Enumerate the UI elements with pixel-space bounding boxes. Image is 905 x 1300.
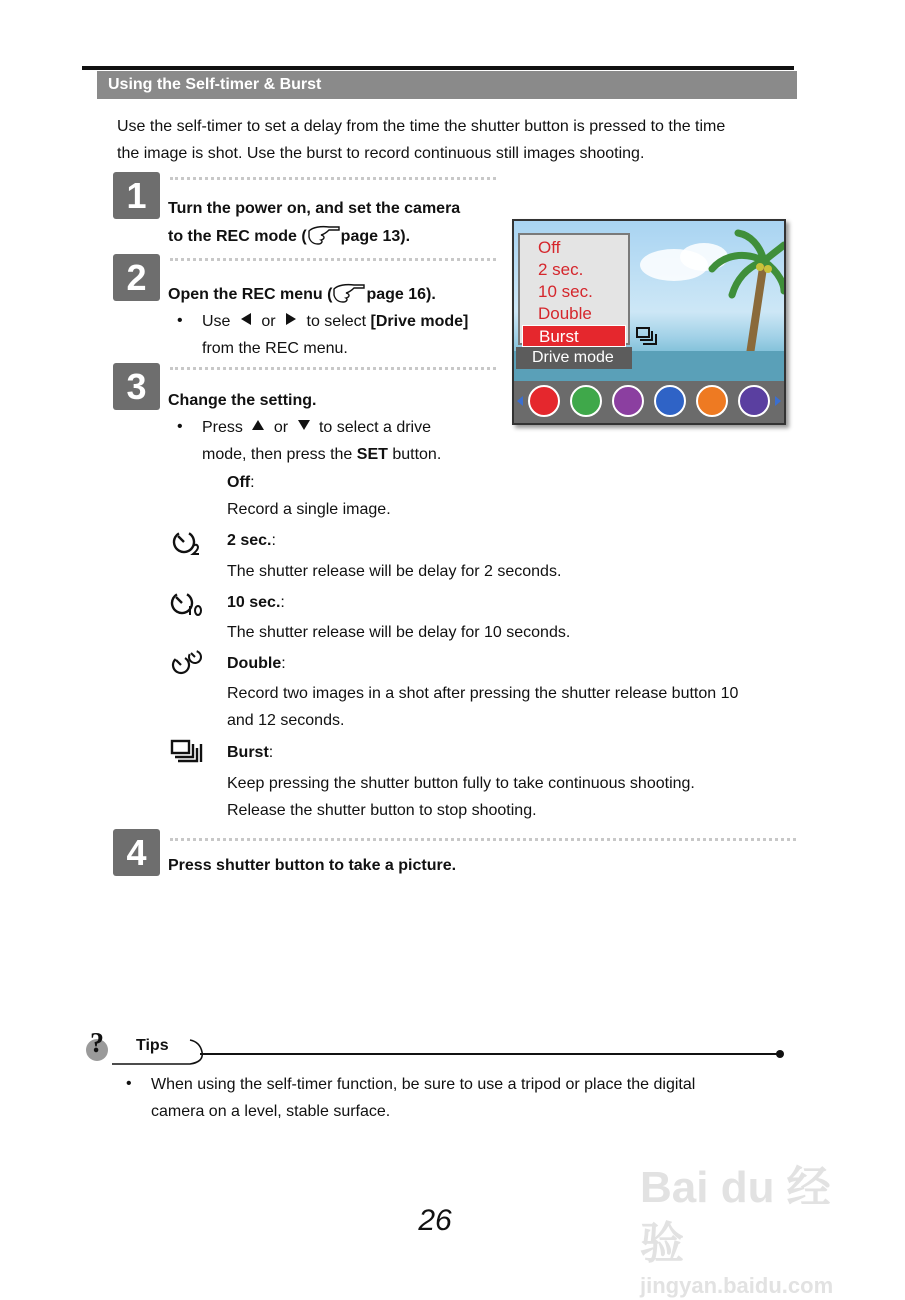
tips-text-line-2: camera on a level, stable surface.: [151, 1103, 391, 1120]
step-1-line-2-pre: to the REC mode (: [168, 228, 307, 245]
step-3-bullet-mid: to select a drive: [318, 419, 432, 436]
timer-2sec-icon: [170, 528, 204, 556]
drive-mode-menu: [518, 233, 630, 345]
drive-mode-strip-icon[interactable]: [528, 385, 560, 417]
burst-indicator-icon: [636, 327, 660, 347]
mode-burst-name: [227, 739, 273, 766]
colon: :: [280, 594, 285, 611]
mode-double-name: [227, 650, 286, 677]
pointing-hand-icon: [307, 223, 341, 245]
step-1-line-2: [168, 223, 410, 250]
colon: :: [250, 474, 255, 491]
mode-burst-desc-1: Keep pressing the shutter button fully to take continuous shooting.: [227, 775, 695, 792]
tips-rule: [112, 1038, 788, 1068]
strip-right-arrow-icon[interactable]: [774, 395, 782, 407]
step-3-bullet-line-2: [202, 441, 441, 468]
step-4-number: 4: [113, 829, 160, 876]
step-2-number: 2: [113, 254, 160, 301]
mode-off-label: Off: [227, 474, 251, 491]
timer-double-icon: [170, 649, 204, 677]
mode-burst-label: Burst: [227, 744, 269, 761]
bullet: •: [177, 418, 183, 435]
mode-double-desc-1: Record two images in a shot after pressing the shutter release button 10: [227, 685, 739, 702]
step-2-title: [168, 281, 436, 308]
step-3-bullet-line-2-pre: mode, then press the: [202, 446, 353, 463]
baidu-watermark: [640, 1160, 860, 1298]
rec-menu-icon-strip: [514, 381, 784, 423]
tips-label: Tips: [136, 1037, 169, 1054]
mode-2sec-desc: The shutter release will be delay for 2 seconds.: [227, 563, 562, 580]
up-arrow-icon: [251, 418, 265, 432]
colon: :: [268, 744, 274, 761]
step-3-bullet-pre: Press: [202, 419, 243, 436]
step-2-bullet-bold: [Drive mode]: [370, 313, 469, 330]
step-2-title-pre: Open the REC menu (: [168, 286, 333, 303]
menu-item-off[interactable]: Off: [538, 238, 561, 257]
page-number: 26: [418, 1204, 452, 1237]
dotted-separator: [170, 838, 796, 841]
step-1-number: 1: [113, 172, 160, 219]
menu-item-2sec[interactable]: 2 sec.: [538, 260, 584, 279]
step-3-number: 3: [113, 363, 160, 410]
colon: :: [281, 655, 286, 672]
mode-off-desc: Record a single image.: [227, 501, 391, 518]
question-mark: ?: [90, 1028, 104, 1059]
tips-text-line-1: When using the self-timer function, be sure to use a tripod or place the digital: [151, 1076, 696, 1093]
intro-line-2: the image is shot. Use the burst to record continuous still images shooting.: [117, 145, 645, 162]
intro-paragraph: [117, 113, 797, 167]
timer-10sec-icon: [170, 589, 204, 617]
burst-icon: [170, 738, 204, 766]
mode-10sec-desc: The shutter release will be delay for 10 seconds.: [227, 624, 571, 641]
step-3-bullet-line-2-post: button.: [392, 446, 442, 463]
size-strip-icon[interactable]: [654, 385, 686, 417]
step-2-bullet-pre: Use: [202, 313, 231, 330]
burst-strip-icon[interactable]: [570, 385, 602, 417]
pointing-hand-icon: [332, 281, 366, 303]
question-icon: [84, 1028, 114, 1064]
section-title: Using the Self-timer & Burst: [97, 71, 797, 99]
intro-line-1: Use the self-timer to set a delay from the time the shutter button is pressed to the time: [117, 118, 726, 135]
step-3-bullet-line-2-bold: SET: [356, 446, 388, 463]
step-2-title-post: page 16).: [366, 286, 436, 303]
menu-item-burst[interactable]: Burst: [522, 325, 626, 347]
mode-off-name: [227, 469, 255, 496]
mode-2sec-name: [227, 527, 276, 554]
bullet: •: [177, 312, 183, 329]
step-2-bullet-line-1: [202, 308, 468, 335]
mode-10sec-name: [227, 589, 285, 616]
redeye-strip-icon[interactable]: [696, 385, 728, 417]
menu-item-double[interactable]: Double: [538, 304, 592, 323]
mode-double-desc-2: and 12 seconds.: [227, 712, 345, 729]
step-2-bullet-mid: to select: [306, 313, 367, 330]
down-arrow-icon: [297, 418, 311, 432]
bullet: •: [126, 1075, 132, 1092]
right-arrow-icon: [284, 312, 298, 326]
mode-2sec-label: 2 sec.: [227, 532, 272, 549]
menu-item-10sec[interactable]: 10 sec.: [538, 282, 593, 301]
top-rule: [82, 66, 794, 70]
watermark-main: Bai du 经验: [640, 1163, 831, 1268]
step-3-bullet-line-1: [202, 414, 431, 441]
mode-10sec-label: 10 sec.: [227, 594, 281, 611]
colon: :: [271, 532, 276, 549]
strip-left-arrow-icon[interactable]: [516, 395, 524, 407]
camera-lcd-screen: [512, 219, 786, 425]
step-1-line-2-post: page 13).: [340, 228, 411, 245]
menu-title-drive-mode: Drive mode: [516, 347, 632, 369]
step-3-title: Change the setting.: [168, 392, 317, 409]
left-arrow-icon: [239, 312, 253, 326]
step-2-bullet-line-2: from the REC menu.: [202, 340, 348, 357]
step-1-line-1: Turn the power on, and set the camera: [168, 200, 461, 217]
portrait-strip-icon[interactable]: [612, 385, 644, 417]
step-2-bullet-or: or: [261, 313, 276, 330]
step-4-title: Press shutter button to take a picture.: [168, 857, 457, 874]
mode-double-label: Double: [227, 655, 282, 672]
dotted-separator: [170, 367, 496, 370]
datestamp-strip-icon[interactable]: [738, 385, 770, 417]
watermark-sub: jingyan.baidu.com: [640, 1273, 834, 1298]
dotted-separator: [170, 258, 496, 261]
mode-burst-desc-2: Release the shutter button to stop shooting.: [227, 802, 537, 819]
step-3-bullet-or: or: [273, 419, 289, 436]
dotted-separator: [170, 177, 496, 180]
